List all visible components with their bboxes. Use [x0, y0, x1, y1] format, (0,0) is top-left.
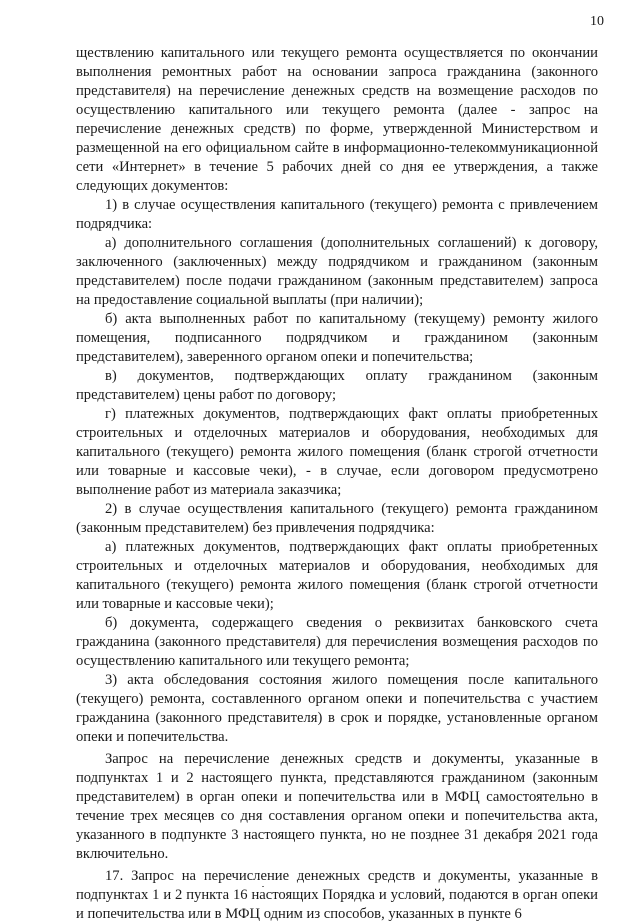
paragraph-item-1v: в) документов, подтверждающих оплату гражданином (законным представителем) цены работ по договору; — [76, 368, 598, 403]
paragraph-continuation: ществлению капитального или текущего ремонта осуществляется по окончании выполнения ремонтных работ на основании запроса гражданина (законного представителя) на перечисление денежных средств на возмещение расходов по осуществлению капитального или текущего ремонта (далее - запрос на перечисление денежных средств) по форме, утвержденной Министерством и размещенной на его официальном сайте в информационно-телекоммуникационной сети «Интернет» в течение 5 рабочих дней со дня ее утверждения, а также следующих документов: — [76, 45, 598, 194]
scan-artifact — [262, 886, 264, 887]
paragraph-item-1b: б) акта выполненных работ по капитальному (текущему) ремонту жилого помещения, подписанного подрядчиком и гражданином (законным представителем), заверенного органом опеки и попечительства; — [76, 311, 598, 365]
paragraph-item-2: 2) в случае осуществления капитального (текущего) ремонта гражданином (законным представителем) без привлечения подрядчика: — [76, 501, 598, 536]
paragraph-item-1g: г) платежных документов, подтверждающих факт оплаты приобретенных строительных и отделочных материалов и оборудования, необходимых для капитального (текущего) ремонта жилого помещения (бланк строгой отчетности или товарные и кассовые чеки), - в случае, если договором предусмотрено выполнение работ из материала заказчика; — [76, 406, 598, 498]
paragraph-item-2a: а) платежных документов, подтверждающих факт оплаты приобретенных строительных и отделочных материалов и оборудования, необходимых для капитального (текущего) ремонта жилого помещения (бланк строгой отчетности или товарные и кассовые чеки); — [76, 539, 598, 612]
paragraph-item-1: 1) в случае осуществления капитального (текущего) ремонта с привлечением подрядчика: — [76, 197, 598, 232]
paragraph-request-deadline: Запрос на перечисление денежных средств и документы, указанные в подпунктах 1 и 2 настоящего пункта, представляются гражданином (законным представителем) в орган опеки и попечительства или в МФЦ самостоятельно в течение трех месяцев со дня составления органом опеки и попечительства акта, указанного в подпункте 3 настоящего пункта, но не позднее 31 декабря 2021 года включительно. — [76, 751, 598, 862]
paragraph-item-2b: б) документа, содержащего сведения о реквизитах банковского счета гражданина (законного представителя) для перечисления возмещения расходов по осуществлению капитального или текущего ремонта; — [76, 615, 598, 669]
paragraph-clause-17: 17. Запрос на перечисление денежных средств и документы, указанные в подпунктах 1 и 2 пункта 16 настоящих Порядка и условий, подаются в орган опеки и попечительства или в МФЦ одним из способов, указанных в пункте 6 — [76, 868, 598, 922]
paragraph-item-3: 3) акта обследования состояния жилого помещения после капитального (текущего) ремонта, составленного органом опеки и попечительства с участием гражданина (законного представителя) в срок и порядке, установленные органом опеки и попечительства. — [76, 672, 598, 745]
paragraph-item-1a: а) дополнительного соглашения (дополнительных соглашений) к договору, заключенного (заключенных) между подрядчиком и гражданином (законным представителем) после подачи гражданином (законным представителем) запроса на предоставление социальной выплаты (при наличии); — [76, 235, 598, 308]
page-number: 10 — [590, 14, 604, 29]
document-body — [76, 44, 598, 924]
